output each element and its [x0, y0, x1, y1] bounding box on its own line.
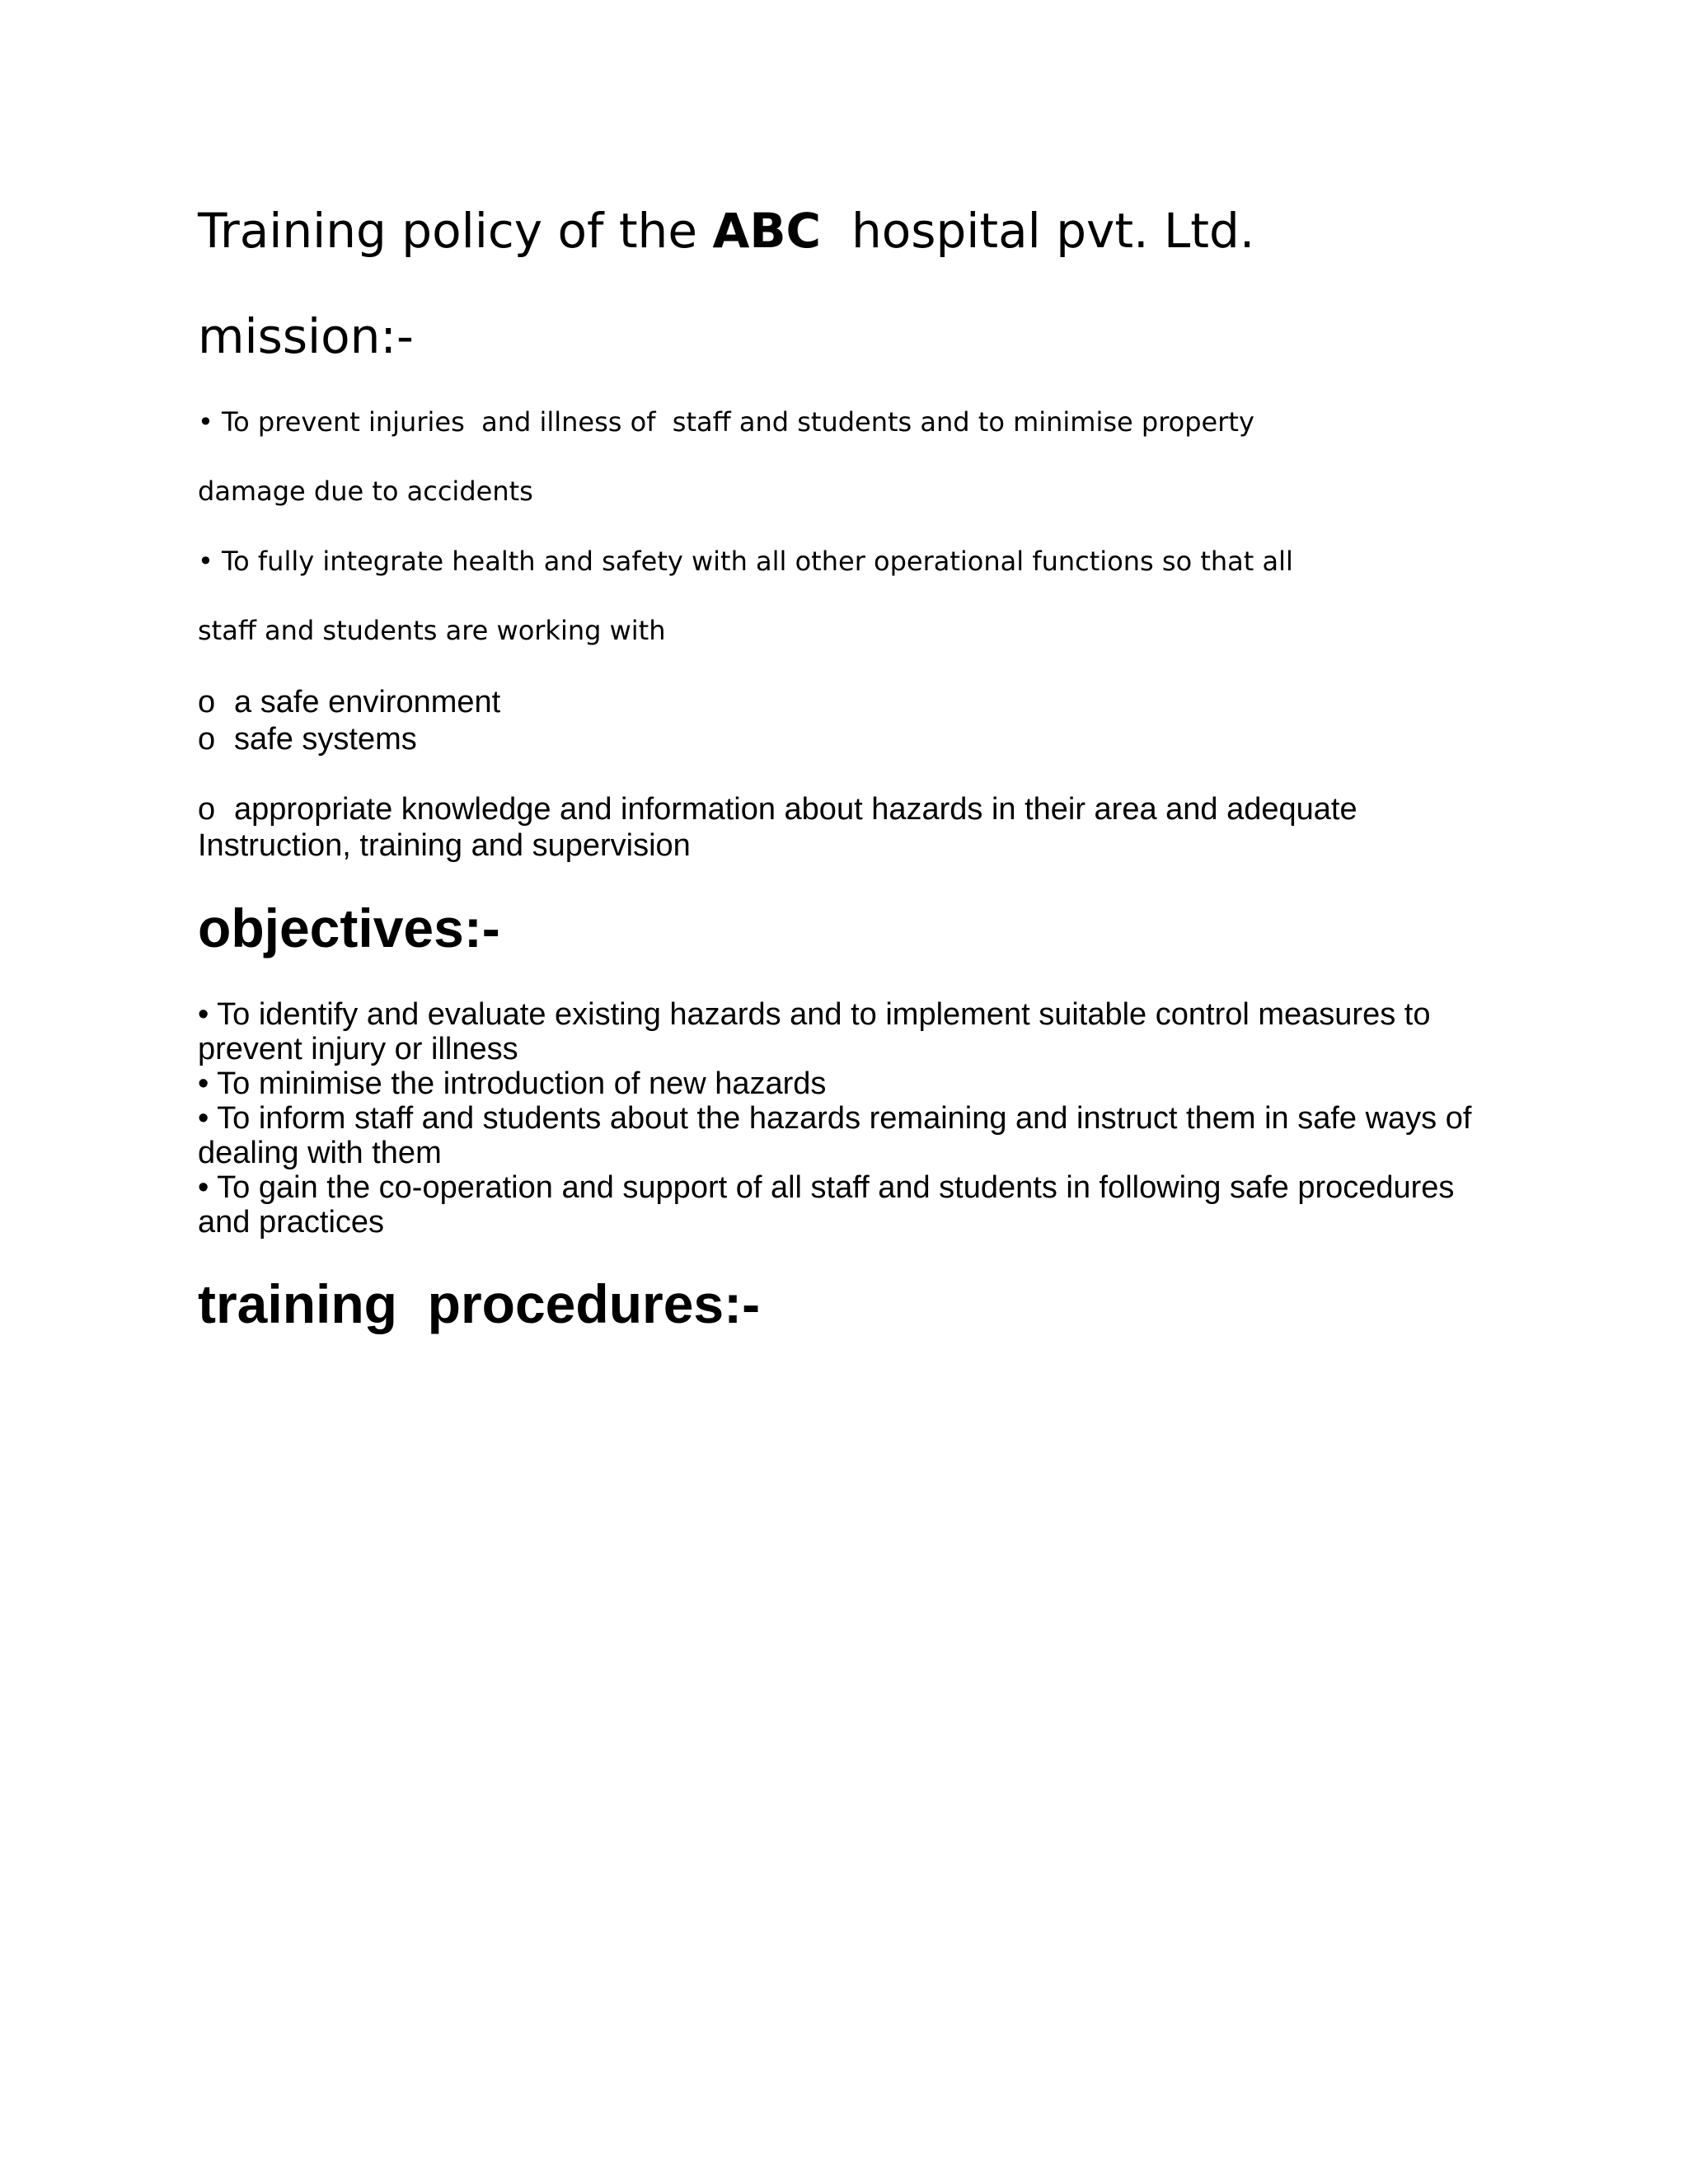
mission-sub-item-1: o a safe environment — [198, 685, 501, 719]
sub-bullet-icon: o — [198, 722, 216, 757]
mission-line-1: • To prevent injuries and illness of staff and students and to minimise property — [198, 406, 1254, 438]
mission-line-3: • To fully integrate health and safety with all other operational functions so that all — [198, 546, 1293, 577]
objectives-line-4: • To inform staff and students about the hazards remaining and instruct them in safe ways of — [198, 1101, 1472, 1136]
objectives-line-5: dealing with them — [198, 1136, 442, 1170]
objectives-line-1: • To identify and evaluate existing hazards and to implement suitable control measures to — [198, 997, 1431, 1032]
mission-sub-continuation: Instruction, training and supervision — [198, 828, 691, 863]
title-suffix: hospital pvt. Ltd. — [821, 203, 1255, 259]
mission-heading: mission:- — [198, 308, 414, 364]
sub-bullet-icon: o — [198, 685, 216, 719]
objectives-line-7: and practices — [198, 1205, 385, 1240]
objectives-line-6: • To gain the co-operation and support of all staff and students in following safe procedures — [198, 1170, 1455, 1205]
objectives-line-2: prevent injury or illness — [198, 1032, 518, 1066]
mission-line-4: staff and students are working with — [198, 615, 666, 646]
page-title — [198, 198, 1254, 264]
mission-line-2: damage due to accidents — [198, 476, 533, 507]
mission-sub-item-2: o safe systems — [198, 722, 417, 757]
training-procedures-heading: training procedures:- — [198, 1273, 761, 1334]
title-bold: ABC — [712, 203, 822, 259]
objectives-line-3: • To minimise the introduction of new hazards — [198, 1066, 827, 1101]
title-prefix: Training policy of the — [198, 203, 713, 259]
objectives-heading: objectives:- — [198, 898, 500, 958]
sub-bullet-icon: o — [198, 792, 216, 827]
mission-sub-item-3: o appropriate knowledge and information about hazards in their area and adequate — [198, 792, 1357, 827]
